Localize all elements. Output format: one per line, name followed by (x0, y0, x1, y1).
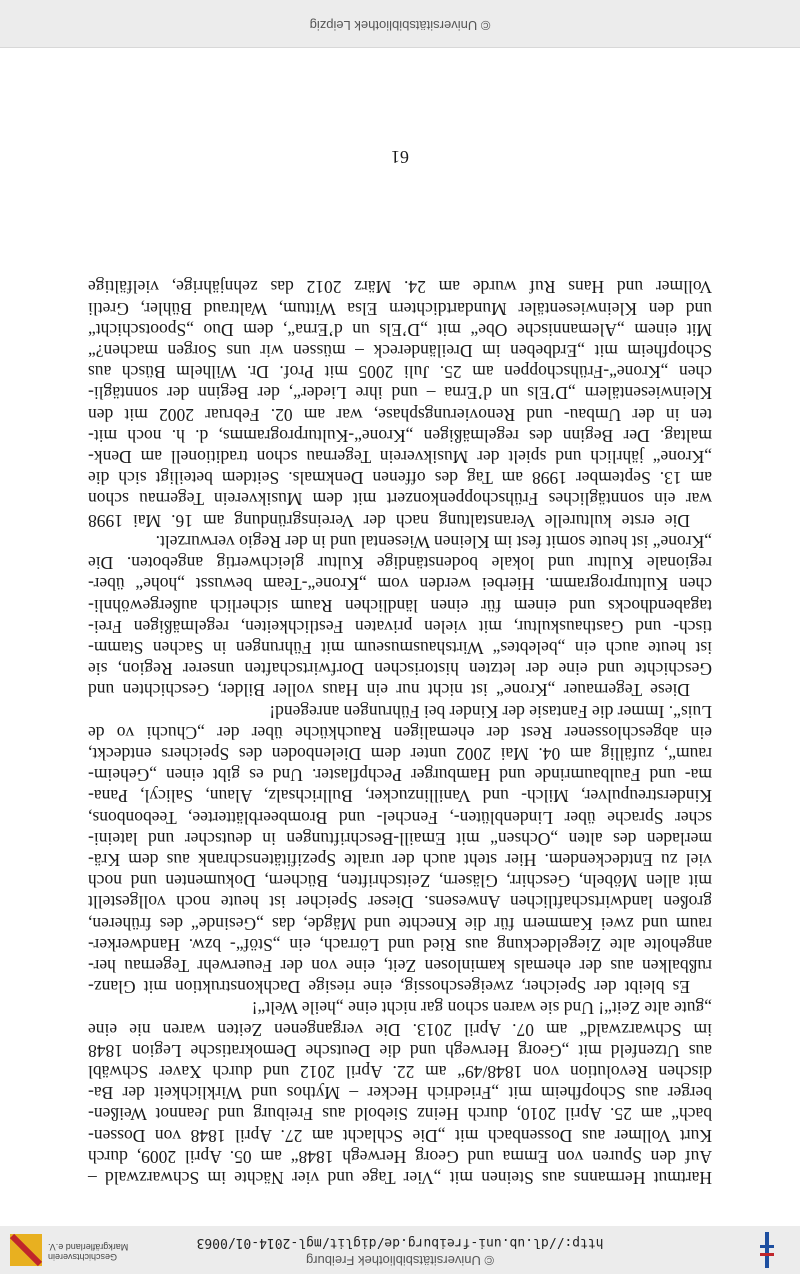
text-line: Vollmer und Hans Ruf wurde am 24. März 2012 das zehnjährige, vielfältige (88, 277, 712, 298)
text-line: ten in der Umbau- und Renovierungsphase, war am 02. Februar 2002 mit den (88, 404, 712, 425)
document-page (88, 147, 712, 1188)
text-line: Die erste kulturelle Veranstaltung nach der Vereinsgründung am 16. Mai 1998 (88, 510, 690, 531)
text-line: tisch- und Gasthauskultur, mit vielen privaten Festlichkeiten, regelmäßigen Frei- (88, 616, 712, 637)
text-line: Hartmut Hermanns aus Steinen mit „Vier Tage und vier Nächte im Schwarzwald – (88, 1168, 712, 1188)
text-line: ist heute auch ein „belebtes“ Wirtshausmuseum mit Führungen in Sachen Stamm- (88, 637, 712, 658)
body-text (88, 276, 712, 1188)
text-line: „gute alte Zeit“! Und sie waren schon gar nicht eine „heile Welt“! (251, 998, 712, 1019)
text-line: dischen Revolution von 1848/49“ am 22. April 2012 und durch Xaver Schwäbl (88, 1061, 712, 1082)
text-line: Mit einem „Alemannische Obe“ mit „D’Els un d’Erna“, dem Duo „Spootschicht“ (88, 319, 712, 340)
text-line: maltag. Der Beginn des regelmäßigen „Krone“-Kulturprogramms, d. h. noch mit- (88, 425, 712, 446)
text-line: viel zu Entdeckendem. Hier steht auch der uralte Spezifitätenschrank aus dem Krä- (88, 849, 712, 870)
repository-name: © Universitätsbibliothek Freiburg (305, 1253, 495, 1268)
text-line: Diese Tegernauer „Krone“ ist nicht nur ein Haus voller Bilder, Geschichten und (88, 680, 690, 701)
text-line: chen „Krone“-Frühschoppen am 25. Juli 2005 mit Prof. Dr. Wilhelm Büsch aus (88, 362, 712, 383)
text-line: chen Kulturprogramm. Hierbei werden vom „Krone“-Team bewusst „hohe“ über- (88, 574, 712, 595)
text-line: rußbalken aus der ehemals kaminlosen Zeit, eine von der Feuerwehr Tegernau her- (88, 955, 712, 976)
footer-library: © Universitätsbibliothek Leipzig (309, 18, 491, 33)
text-line: bach“ am 25. April 2010, durch Heinz Siebold aus Freiburg und Jeannot Weißen- (88, 1104, 712, 1125)
text-line: mit allen Möbeln, Geschirr, Gläsern, Zeitschriften, Büchern, Dokumenten und noch (88, 871, 712, 892)
text-line: großen landwirtschaftlichen Anwesens. Dieser Speicher ist heute noch vollgestellt (88, 892, 712, 913)
text-line: und den Kleinwiesentäler Mundartdichtern Elsa Wittum, Waltraud Bühler, Gretli (88, 298, 712, 319)
text-line: ein abgeschlossener Rest der ehemaligen Rauchküche über der „Chuchi vo de (88, 722, 712, 743)
text-line: Schopfheim mit „Erdbeben im Dreiländereck – müssen wir uns Sorgen machen?“ (88, 341, 712, 362)
society-crest-icon (8, 1232, 44, 1268)
text-line: „Krone“ ist heute somit fest im Kleinen Wiesental und in der Regio verwurzelt. (155, 531, 712, 552)
text-line: Kurt Vollmer aus Dossenbach mit „Die Schlacht am 27. April 1848 von Dossen- (88, 1125, 712, 1146)
text-line: Geschichte und eine der letzten historischen Dorfwirtschaften unserer Region, sie (88, 659, 712, 680)
text-line: merladen des alten „Ochsen“ mit Emaill-Beschriftungen in deutscher und lateini- (88, 828, 712, 849)
text-line: am 13. September 1998 am Tag des offenen Denkmals. Seitdem beteiligt sich die (88, 468, 712, 489)
page-number: 61 (391, 147, 409, 167)
text-line: scher Sprache über Lindenblüten-, Fenchel- und Brombeerblättertee, Teebonbons, (88, 807, 712, 828)
permalink[interactable]: http://dl.ub.uni-freiburg.de/diglit/mgl-2014-01/0063 (196, 1235, 604, 1250)
text-line: raum und zwei Kammern für die Knechte und Mägde, das „Gesinde“ des früheren, (88, 913, 712, 934)
text-line: regionale Kultur und lokale bodenständige Kultur gleichwertig angeboten. Die (88, 553, 712, 574)
text-line: „Krone“ jährlich und spielt der Musikverein Tegernau schon traditionell am Denk- (88, 447, 712, 468)
text-line: Auf den Spuren von Emma und Georg Herwegh 1848“ am 05. April 2009, durch (88, 1146, 712, 1167)
viewer-header (0, 1226, 800, 1274)
library-logo-icon (760, 1232, 774, 1268)
text-line: war ein sonntägliches Frühschoppenkonzert mit dem Musikverein Tegernau schon (88, 489, 712, 510)
text-line: angeholte alte Ziegeldeckung aus Ried und Lörrach, ein „Stöf“- bzw. Handwerker- (88, 934, 712, 955)
text-line: ma- und Faulbaumrinde und Hamburger Pechpflaster. Und es gibt einen „Geheim- (88, 765, 712, 786)
society-name: Geschichtsverein Markgräflerland e.V. (48, 1242, 129, 1262)
text-line: berger aus Schopfheim mit „Friedrich Hecker – Mythos und Wirklichkeit der Ba- (88, 1083, 712, 1104)
text-line: Kleinwiesentälern „D’Els un d’Erna – und ihre Lieder“, der Beginn der sonntägli- (88, 383, 712, 404)
text-line: Luis“. Immer die Fantasie der Kinder bei Führungen anregend! (269, 701, 712, 722)
text-line: im Schwarzwald“ am 07. April 2013. Die vergangenen Zeiten waren nie eine (88, 1019, 712, 1040)
text-line: aus Utzenfeld mit „Georg Herwegh und die Deutsche Demokratische Legion 1848 (88, 1040, 712, 1061)
text-line: Es bleibt der Speicher, zweigeschossig, eine riesige Dachkonstruktion mit Glanz- (88, 977, 690, 998)
text-line: Kinderstreupulver, Milch- und Vanillinzucker, Bullrichsalz, Alaun, Salicyl, Pana- (88, 786, 712, 807)
viewer-footer (0, 0, 800, 48)
text-line: tagabendhocks und einem für einen ländlichen Raum sicherlich außergewöhnli- (88, 595, 712, 616)
text-line: raum“, zufällig am 04. Mai 2002 unter dem Dielenboden des Speichers entdeckt, (88, 743, 712, 764)
